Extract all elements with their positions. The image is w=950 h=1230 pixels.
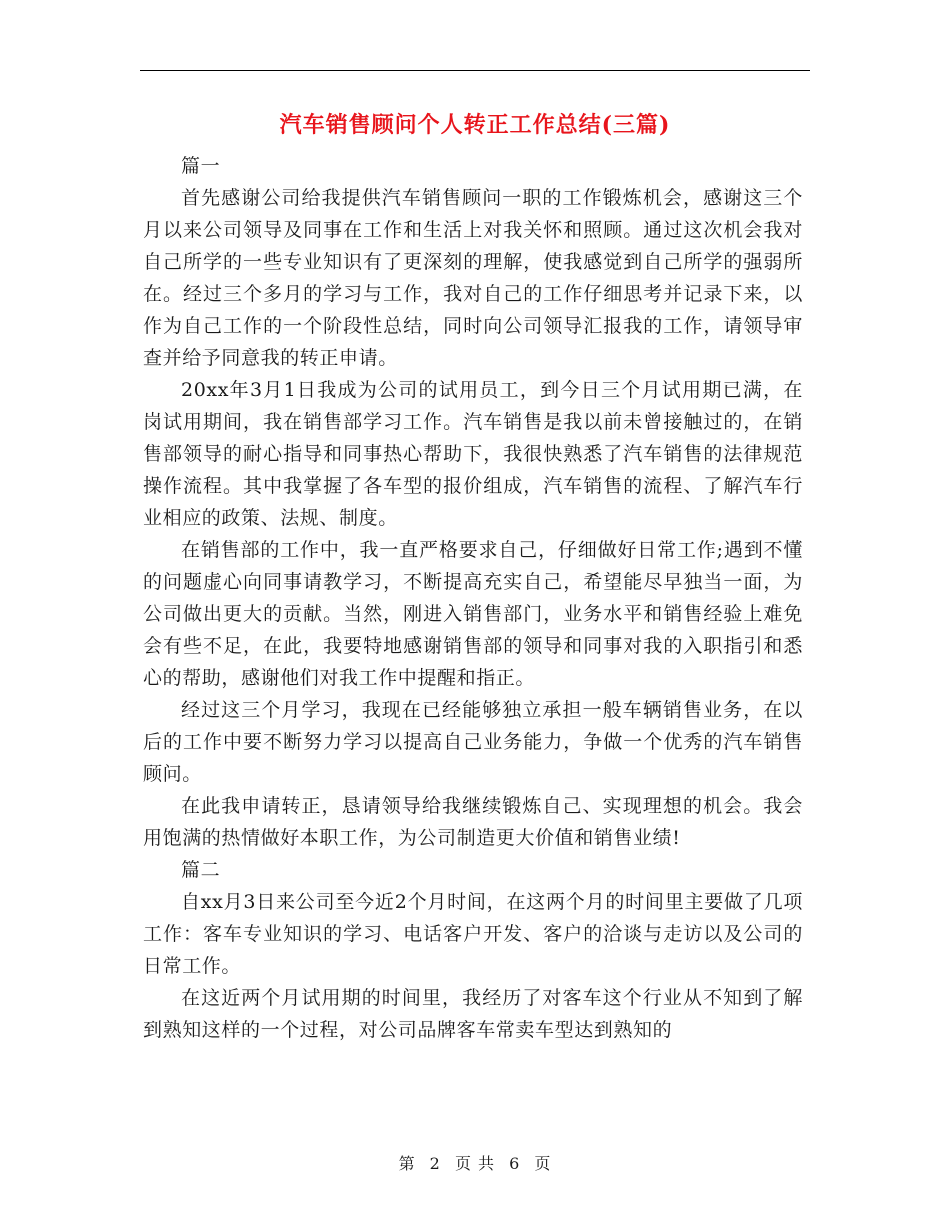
total-pages-number: 6	[509, 1154, 521, 1173]
section-heading-2: 篇二	[181, 859, 221, 881]
paragraph: 20xx年3月1日我成为公司的试用员工，到今日三个月试用期已满，在岗试用期间，我在销售部学习工作。汽车销售是我以前未曾接触过的，在销售部领导的耐心指导和同事热心帮助下，我很快熟悉了汽车销售的法律规范操作流程。其中我掌握了各车型的报价组成，汽车销售的流程、了解汽车行业相应的政策、法规、制度。	[143, 379, 803, 529]
paragraph: 首先感谢公司给我提供汽车销售顾问一职的工作锻炼机会，感谢这三个月以来公司领导及同事在工作和生活上对我关怀和照顾。通过这次机会我对自己所学的一些专业知识有了更深刻的理解，使我感觉到自己所学的强弱所在。经过三个多月的学习与工作，我对自己的工作仔细思考并记录下来，以作为自己工作的一个阶段性总结，同时向公司领导汇报我的工作，请领导审查并给予同意我的转正申请。	[143, 187, 803, 369]
page-footer	[0, 1152, 950, 1176]
section-heading-1: 篇一	[181, 155, 221, 177]
document-body	[143, 150, 803, 1046]
current-page-number: 2	[429, 1154, 441, 1173]
page-label-mid: 页 共	[454, 1154, 496, 1173]
paragraph: 自xx月3日来公司至今近2个月时间，在这两个月的时间里主要做了几项工作：客车专业知识的学习、电话客户开发、客户的洽谈与走访以及公司的日常工作。	[143, 891, 803, 977]
document-title: 汽车销售顾问个人转正工作总结(三篇)	[279, 112, 671, 138]
header-rule	[140, 70, 810, 71]
paragraph: 在这近两个月试用期的时间里，我经历了对客车这个行业从不知到了解到熟知这样的一个过程，对公司品牌客车常卖车型达到熟知的	[143, 987, 803, 1041]
page-label-prefix: 第	[398, 1154, 416, 1173]
paragraph: 经过这三个月学习，我现在已经能够独立承担一般车辆销售业务，在以后的工作中要不断努力学习以提高自己业务能力，争做一个优秀的汽车销售顾问。	[143, 699, 803, 785]
page-label-suffix: 页	[534, 1154, 552, 1173]
paragraph: 在此我申请转正，恳请领导给我继续锻炼自己、实现理想的机会。我会用饱满的热情做好本职工作，为公司制造更大价值和销售业绩!	[143, 795, 803, 849]
paragraph: 在销售部的工作中，我一直严格要求自己，仔细做好日常工作;遇到不懂的问题虚心向同事请教学习，不断提高充实自己，希望能尽早独当一面，为公司做出更大的贡献。当然，刚进入销售部门，业务水平和销售经验上难免会有些不足，在此，我要特地感谢销售部的领导和同事对我的入职指引和悉心的帮助，感谢他们对我工作中提醒和指正。	[143, 539, 803, 689]
